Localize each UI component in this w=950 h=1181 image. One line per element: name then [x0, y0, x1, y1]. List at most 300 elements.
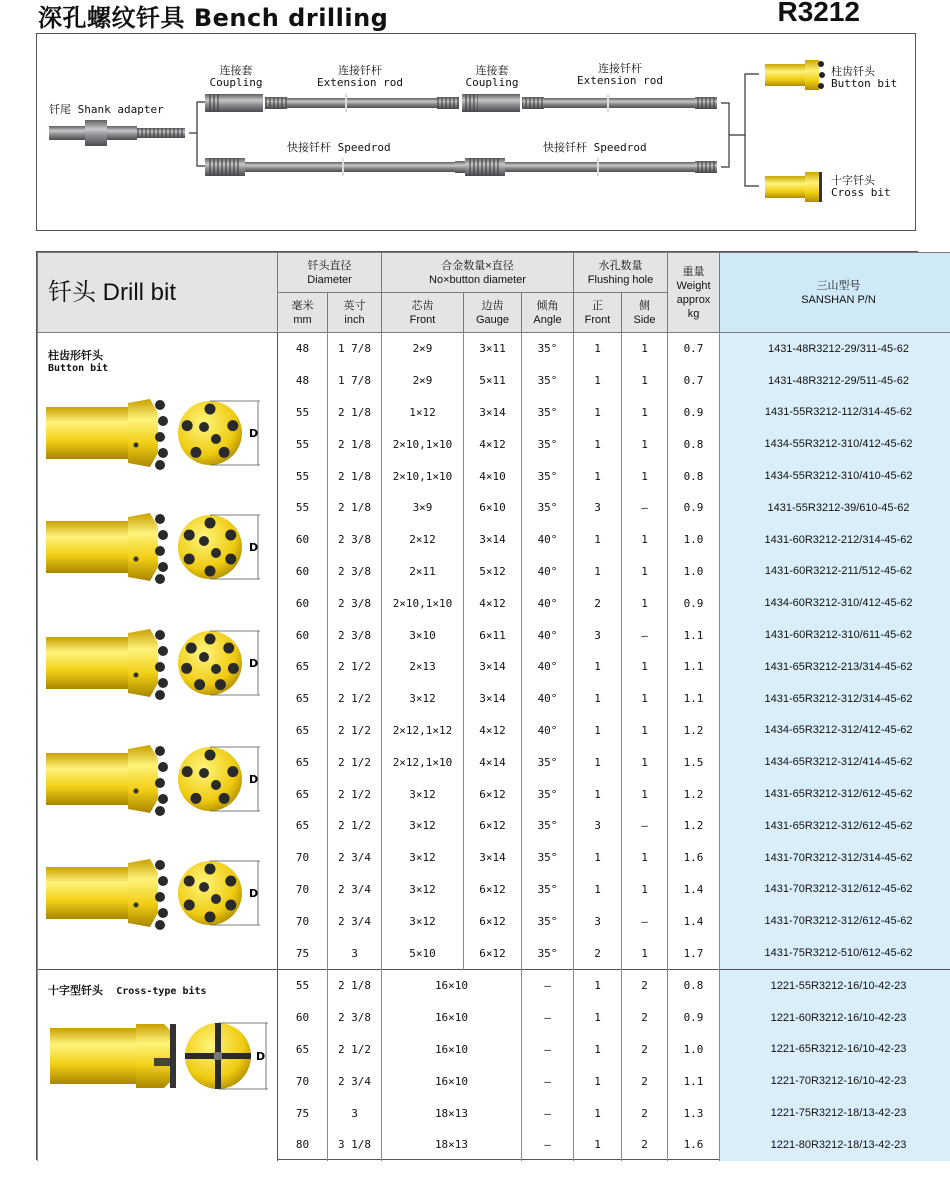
cell-part-number: 1221-55R3212-16/10-42-23 — [720, 969, 950, 1001]
cell-mm: 60 — [278, 587, 328, 619]
dimension-label: D — [249, 657, 259, 670]
gauge-button — [219, 793, 230, 804]
bit-head — [128, 629, 158, 697]
cell-mm: 55 — [278, 428, 328, 460]
cell-weight: 1.2 — [668, 778, 720, 810]
cell-hole-side: 2 — [622, 1002, 668, 1034]
coupling-upper-2 — [462, 94, 520, 112]
cell-angle: 35° — [522, 428, 574, 460]
cell-mm: 55 — [278, 460, 328, 492]
cross-bit-image-cell — [38, 969, 278, 1160]
flush-hole — [134, 903, 139, 908]
drill-bit-table-frame — [36, 251, 918, 1160]
cell-mm: 75 — [278, 937, 328, 969]
cross-bit-label-cn: 十字型钎头 — [48, 983, 103, 997]
gauge-button — [205, 912, 216, 923]
front-button — [211, 664, 221, 674]
cell-angle: – — [522, 1097, 574, 1129]
cell-front: 2×12,1×12 — [382, 715, 464, 747]
gauge-button — [184, 554, 195, 565]
carbide-button — [155, 690, 165, 700]
bit-body — [46, 407, 128, 459]
cell-gauge: 4×12 — [464, 715, 522, 747]
cell-weight: 1.2 — [668, 715, 720, 747]
cell-hole-side: 1 — [622, 556, 668, 588]
cross-bit-label-en: Cross-type bits — [116, 985, 207, 997]
cell-hole-side: – — [622, 492, 668, 524]
cell-part-number: 1431-65R3212-312/612-45-62 — [720, 810, 950, 842]
flush-hole — [134, 557, 139, 562]
cell-front: 3×9 — [382, 492, 464, 524]
cell-gauge: 3×11 — [464, 333, 522, 365]
cell-angle: 35° — [522, 333, 574, 365]
gauge-button — [190, 447, 201, 458]
cell-part-number: 1434-65R3212-312/414-45-62 — [720, 746, 950, 778]
cell-angle: 35° — [522, 460, 574, 492]
gauge-button — [223, 643, 234, 654]
cell-mm: 65 — [278, 746, 328, 778]
cell-angle: 35° — [522, 397, 574, 429]
cell-weight: 1.1 — [668, 651, 720, 683]
cell-hole-front: 3 — [574, 905, 622, 937]
cell-angle: 35° — [522, 874, 574, 906]
center-hole — [214, 1052, 222, 1060]
carbide-button — [155, 460, 165, 470]
cell-inch: 3 1/8 — [328, 1129, 382, 1161]
cell-hole-side: 1 — [622, 746, 668, 778]
cell-hole-front: 1 — [574, 428, 622, 460]
cell-inch: 3 — [328, 937, 382, 969]
flush-hole — [154, 1058, 170, 1066]
cell-inch: 2 1/8 — [328, 492, 382, 524]
cell-gauge: 6×12 — [464, 874, 522, 906]
carbide-button — [158, 908, 168, 918]
cell-gauge: 3×14 — [464, 842, 522, 874]
carbide-button — [155, 920, 165, 930]
carbide-button — [155, 662, 165, 672]
cell-mm: 60 — [278, 524, 328, 556]
cell-hole-front: 1 — [574, 365, 622, 397]
cell-weight: 0.8 — [668, 969, 720, 1001]
cell-weight: 0.9 — [668, 587, 720, 619]
cell-weight: 0.9 — [668, 492, 720, 524]
cell-hole-side: 1 — [622, 651, 668, 683]
dimension-label: D — [249, 887, 259, 900]
cell-part-number: 1434-55R3212-310/410-45-62 — [720, 460, 950, 492]
gauge-button — [186, 643, 197, 654]
cell-hole-front: 1 — [574, 1065, 622, 1097]
cell-inch: 2 1/2 — [328, 715, 382, 747]
bit-body — [46, 753, 128, 805]
gauge-button — [225, 876, 236, 887]
carbide-button — [155, 546, 165, 556]
speedrod-label-1: 快接钎杆 Speedrod — [287, 141, 391, 154]
carbide-button — [158, 678, 168, 688]
cell-inch: 2 1/2 — [328, 1034, 382, 1066]
front-button — [199, 652, 209, 662]
header-diameter: 钎头直径 Diameter — [278, 253, 382, 293]
bit-body — [46, 637, 128, 689]
cell-hole-side: 1 — [622, 397, 668, 429]
cell-angle: – — [522, 1065, 574, 1097]
front-button — [199, 536, 209, 546]
cell-hole-side: 2 — [622, 1065, 668, 1097]
cell-gauge: 6×12 — [464, 778, 522, 810]
cell-angle: 40° — [522, 715, 574, 747]
cell-gauge: 6×11 — [464, 619, 522, 651]
cell-inch: 2 3/8 — [328, 1002, 382, 1034]
cell-weight: 1.0 — [668, 524, 720, 556]
button-bit-drawing — [46, 629, 260, 700]
bit-head — [128, 513, 158, 581]
cell-hole-front: 3 — [574, 810, 622, 842]
cell-gauge: 6×10 — [464, 492, 522, 524]
gauge-button — [205, 404, 216, 415]
cell-weight: 1.0 — [668, 1034, 720, 1066]
shank-adapter-label: 钎尾 Shank adapter — [49, 103, 164, 116]
table-caption: 钎头 Drill bit — [38, 253, 278, 333]
cell-inch: 2 1/2 — [328, 810, 382, 842]
gauge-button — [181, 663, 192, 674]
cell-insert-size: 16×10 — [382, 969, 522, 1001]
cell-mm: 48 — [278, 333, 328, 365]
cell-mm: 65 — [278, 778, 328, 810]
carbide-button — [155, 806, 165, 816]
gauge-button — [182, 766, 193, 777]
cell-front: 2×11 — [382, 556, 464, 588]
cell-angle: 35° — [522, 937, 574, 969]
cross-bit-drawing — [50, 1023, 268, 1089]
table-header — [38, 253, 950, 333]
cross-bit-drawings — [38, 970, 276, 1160]
cell-gauge: 4×12 — [464, 587, 522, 619]
cell-insert-size: 18×13 — [382, 1097, 522, 1129]
bit-body — [50, 1028, 136, 1084]
cell-part-number: 1434-60R3212-310/412-45-62 — [720, 587, 950, 619]
cell-hole-side: 1 — [622, 365, 668, 397]
cell-part-number: 1431-65R3212-213/314-45-62 — [720, 651, 950, 683]
cell-angle: 40° — [522, 651, 574, 683]
cell-weight: 1.1 — [668, 683, 720, 715]
gauge-button — [190, 793, 201, 804]
cell-hole-side: 1 — [622, 587, 668, 619]
cell-front: 3×12 — [382, 905, 464, 937]
cell-hole-front: 1 — [574, 746, 622, 778]
carbide-button — [155, 400, 165, 410]
cell-hole-front: 1 — [574, 715, 622, 747]
cell-front: 3×12 — [382, 683, 464, 715]
bit-head — [128, 399, 158, 467]
cell-weight: 0.7 — [668, 333, 720, 365]
carbide-button — [155, 432, 165, 442]
cell-inch: 2 1/2 — [328, 746, 382, 778]
cell-mm: 65 — [278, 651, 328, 683]
header-flushing: 水孔数量 Flushing hole — [574, 253, 668, 293]
button-bit-image-cell — [38, 333, 278, 970]
cell-angle: 35° — [522, 746, 574, 778]
cell-mm: 65 — [278, 683, 328, 715]
carbide-button — [158, 562, 168, 572]
carbide-button — [158, 448, 168, 458]
cell-part-number: 1431-55R3212-39/610-45-62 — [720, 492, 950, 524]
cell-part-number: 1431-75R3212-510/612-45-62 — [720, 937, 950, 969]
gauge-button — [228, 663, 239, 674]
cross-bit-icon — [765, 172, 822, 202]
cell-part-number: 1431-48R3212-29/311-45-62 — [720, 333, 950, 365]
cell-angle: – — [522, 1129, 574, 1161]
cell-mm: 65 — [278, 715, 328, 747]
cell-insert-size: 16×10 — [382, 1065, 522, 1097]
front-button — [211, 548, 221, 558]
cell-gauge: 3×14 — [464, 397, 522, 429]
cell-hole-side: 1 — [622, 683, 668, 715]
dimension-label: D — [249, 427, 259, 440]
cell-mm: 65 — [278, 1034, 328, 1066]
header-part-number: 三山型号 SANSHAN P/N — [720, 253, 950, 333]
cell-inch: 2 1/2 — [328, 651, 382, 683]
cell-gauge: 3×14 — [464, 651, 522, 683]
drill-string-diagram — [36, 33, 916, 231]
cell-front: 2×10,1×10 — [382, 587, 464, 619]
button-bit-drawings — [38, 333, 276, 953]
cell-gauge: 6×12 — [464, 810, 522, 842]
cell-inch: 2 3/8 — [328, 556, 382, 588]
coupling-label-2: 连接套 Coupling — [465, 64, 519, 89]
cell-weight: 1.1 — [668, 619, 720, 651]
drill-bit-table — [37, 252, 950, 1161]
cell-mm: 55 — [278, 397, 328, 429]
cell-weight: 1.0 — [668, 556, 720, 588]
cell-angle: 40° — [522, 683, 574, 715]
gauge-button — [205, 518, 216, 529]
cell-hole-front: 1 — [574, 556, 622, 588]
cell-part-number: 1221-75R3212-18/13-42-23 — [720, 1097, 950, 1129]
header-gauge: 边齿 Gauge — [464, 293, 522, 333]
cell-front: 5×10 — [382, 937, 464, 969]
speedrod-lower — [205, 158, 465, 176]
cell-angle: 40° — [522, 524, 574, 556]
button-bit-drawing — [46, 859, 260, 930]
carbide-button — [158, 876, 168, 886]
cell-part-number: 1431-65R3212-312/612-45-62 — [720, 778, 950, 810]
front-button — [211, 434, 221, 444]
gauge-button — [184, 876, 195, 887]
gauge-button — [227, 420, 238, 431]
gauge-button — [225, 554, 236, 565]
cell-mm: 75 — [278, 1097, 328, 1129]
gauge-button — [227, 766, 238, 777]
coupling-upper — [205, 94, 263, 112]
cell-mm: 48 — [278, 365, 328, 397]
cell-part-number: 1221-65R3212-16/10-42-23 — [720, 1034, 950, 1066]
cell-inch: 2 3/8 — [328, 587, 382, 619]
header-inch: 英寸 inch — [328, 293, 382, 333]
cell-gauge: 4×12 — [464, 428, 522, 460]
cell-weight: 1.1 — [668, 1065, 720, 1097]
header-mm: 毫米 mm — [278, 293, 328, 333]
cell-angle: 35° — [522, 810, 574, 842]
bit-body — [46, 867, 128, 919]
cell-inch: 2 1/8 — [328, 428, 382, 460]
cell-front: 2×9 — [382, 365, 464, 397]
cell-angle: – — [522, 1002, 574, 1034]
carbide-button — [158, 646, 168, 656]
cell-angle: 35° — [522, 905, 574, 937]
flush-hole — [134, 789, 139, 794]
cell-front: 2×12 — [382, 524, 464, 556]
cell-gauge: 4×10 — [464, 460, 522, 492]
cell-front: 2×9 — [382, 333, 464, 365]
cell-hole-side: 1 — [622, 842, 668, 874]
extension-rod-label-2: 连接钎杆 Extension rod — [576, 62, 664, 87]
cell-gauge: 3×14 — [464, 683, 522, 715]
header-angle: 倾角 Angle — [522, 293, 574, 333]
cell-hole-front: 1 — [574, 460, 622, 492]
cell-mm: 55 — [278, 969, 328, 1001]
cell-inch: 2 3/4 — [328, 842, 382, 874]
gauge-button — [205, 864, 216, 875]
cell-part-number: 1431-48R3212-29/511-45-62 — [720, 365, 950, 397]
gauge-button — [225, 900, 236, 911]
button-bit-drawing — [46, 513, 260, 584]
cell-inch: 1 7/8 — [328, 333, 382, 365]
cell-angle: 35° — [522, 365, 574, 397]
carbide-button — [155, 514, 165, 524]
cell-part-number: 1431-70R3212-312/314-45-62 — [720, 842, 950, 874]
button-bit-drawing — [46, 399, 260, 470]
cell-inch: 2 3/4 — [328, 1065, 382, 1097]
coupling-label-1: 连接套 Coupling — [209, 64, 263, 89]
cell-part-number: 1431-60R3212-212/314-45-62 — [720, 524, 950, 556]
cell-part-number: 1431-60R3212-211/512-45-62 — [720, 556, 950, 588]
cell-weight: 0.8 — [668, 460, 720, 492]
cell-hole-front: 1 — [574, 1002, 622, 1034]
cell-hole-side: 2 — [622, 969, 668, 1001]
gauge-button — [184, 530, 195, 541]
cell-hole-side: 1 — [622, 874, 668, 906]
cross-bit-label: 十字钎头 Cross bit — [831, 174, 891, 199]
front-button — [199, 422, 209, 432]
cell-front: 3×12 — [382, 810, 464, 842]
cell-inch: 1 7/8 — [328, 365, 382, 397]
cell-hole-front: 2 — [574, 937, 622, 969]
carbide-button — [158, 530, 168, 540]
cell-front: 2×12,1×10 — [382, 746, 464, 778]
cell-weight: 1.4 — [668, 874, 720, 906]
page-title: 深孔螺纹钎具 Bench drilling — [38, 4, 389, 32]
cell-insert-size: 18×13 — [382, 1129, 522, 1161]
cell-front: 3×10 — [382, 619, 464, 651]
model-number: R3212 — [777, 0, 860, 27]
carbide-button — [158, 794, 168, 804]
cell-gauge: 5×12 — [464, 556, 522, 588]
dimension-label: D — [249, 773, 259, 786]
cell-part-number: 1431-70R3212-312/612-45-62 — [720, 874, 950, 906]
cell-hole-side: 2 — [622, 1034, 668, 1066]
cell-weight: 1.7 — [668, 937, 720, 969]
cell-hole-front: 1 — [574, 1129, 622, 1161]
cell-inch: 2 1/8 — [328, 969, 382, 1001]
carbide-insert — [170, 1024, 176, 1088]
cell-hole-front: 3 — [574, 492, 622, 524]
button-bit-label-en: Button bit — [48, 363, 109, 374]
flush-hole — [134, 443, 139, 448]
cell-weight: 0.7 — [668, 365, 720, 397]
cell-weight: 1.5 — [668, 746, 720, 778]
speedrod-lower-2 — [465, 158, 717, 176]
bit-body — [46, 521, 128, 573]
cell-mm: 60 — [278, 1002, 328, 1034]
cell-hole-side: 1 — [622, 333, 668, 365]
cell-gauge: 6×12 — [464, 937, 522, 969]
cell-hole-front: 1 — [574, 333, 622, 365]
header-front: 芯齿 Front — [382, 293, 464, 333]
cell-angle: 35° — [522, 778, 574, 810]
cell-insert-size: 16×10 — [382, 1034, 522, 1066]
cell-hole-side: 1 — [622, 778, 668, 810]
carbide-button — [158, 762, 168, 772]
cell-hole-side: 2 — [622, 1097, 668, 1129]
carbide-button — [155, 746, 165, 756]
cell-mm: 70 — [278, 905, 328, 937]
cell-weight: 0.9 — [668, 397, 720, 429]
cell-hole-side: – — [622, 810, 668, 842]
front-button — [211, 894, 221, 904]
cell-mm: 55 — [278, 492, 328, 524]
cell-hole-front: 1 — [574, 1034, 622, 1066]
header-hole-side: 侧 Side — [622, 293, 668, 333]
bit-head — [128, 745, 158, 813]
cell-part-number: 1431-55R3212-112/314-45-62 — [720, 397, 950, 429]
cell-hole-front: 1 — [574, 778, 622, 810]
front-button — [211, 780, 221, 790]
cell-mm: 65 — [278, 810, 328, 842]
extension-rod-upper — [265, 94, 459, 112]
cell-front: 2×10,1×10 — [382, 460, 464, 492]
cell-hole-side: 1 — [622, 937, 668, 969]
header-buttons: 合金数量×直径 No×button diameter — [382, 253, 574, 293]
gauge-button — [225, 530, 236, 541]
cell-mm: 70 — [278, 1065, 328, 1097]
cell-hole-front: 1 — [574, 651, 622, 683]
extension-rod-upper-2 — [522, 94, 717, 112]
cell-part-number: 1221-80R3212-18/13-42-23 — [720, 1129, 950, 1161]
cell-part-number: 1431-70R3212-312/612-45-62 — [720, 905, 950, 937]
cell-inch: 2 3/4 — [328, 905, 382, 937]
cell-hole-front: 3 — [574, 619, 622, 651]
cell-angle: – — [522, 969, 574, 1001]
cell-part-number: 1434-55R3212-310/412-45-62 — [720, 428, 950, 460]
cell-inch: 2 1/8 — [328, 397, 382, 429]
table-body — [38, 333, 950, 1161]
cell-mm: 70 — [278, 842, 328, 874]
extension-rod-label-1: 连接钎杆 Extension rod — [316, 64, 404, 89]
front-button — [199, 768, 209, 778]
gauge-button — [182, 420, 193, 431]
cell-front: 2×10,1×10 — [382, 428, 464, 460]
cell-weight: 1.6 — [668, 1129, 720, 1161]
bit-head — [128, 859, 158, 927]
cell-hole-side: – — [622, 619, 668, 651]
cell-hole-front: 1 — [574, 842, 622, 874]
cell-gauge: 3×14 — [464, 524, 522, 556]
cell-hole-side: – — [622, 905, 668, 937]
cell-part-number: 1431-65R3212-312/314-45-62 — [720, 683, 950, 715]
cell-inch: 2 1/2 — [328, 683, 382, 715]
cell-hole-side: 1 — [622, 524, 668, 556]
cell-mm: 70 — [278, 874, 328, 906]
carbide-button — [155, 892, 165, 902]
